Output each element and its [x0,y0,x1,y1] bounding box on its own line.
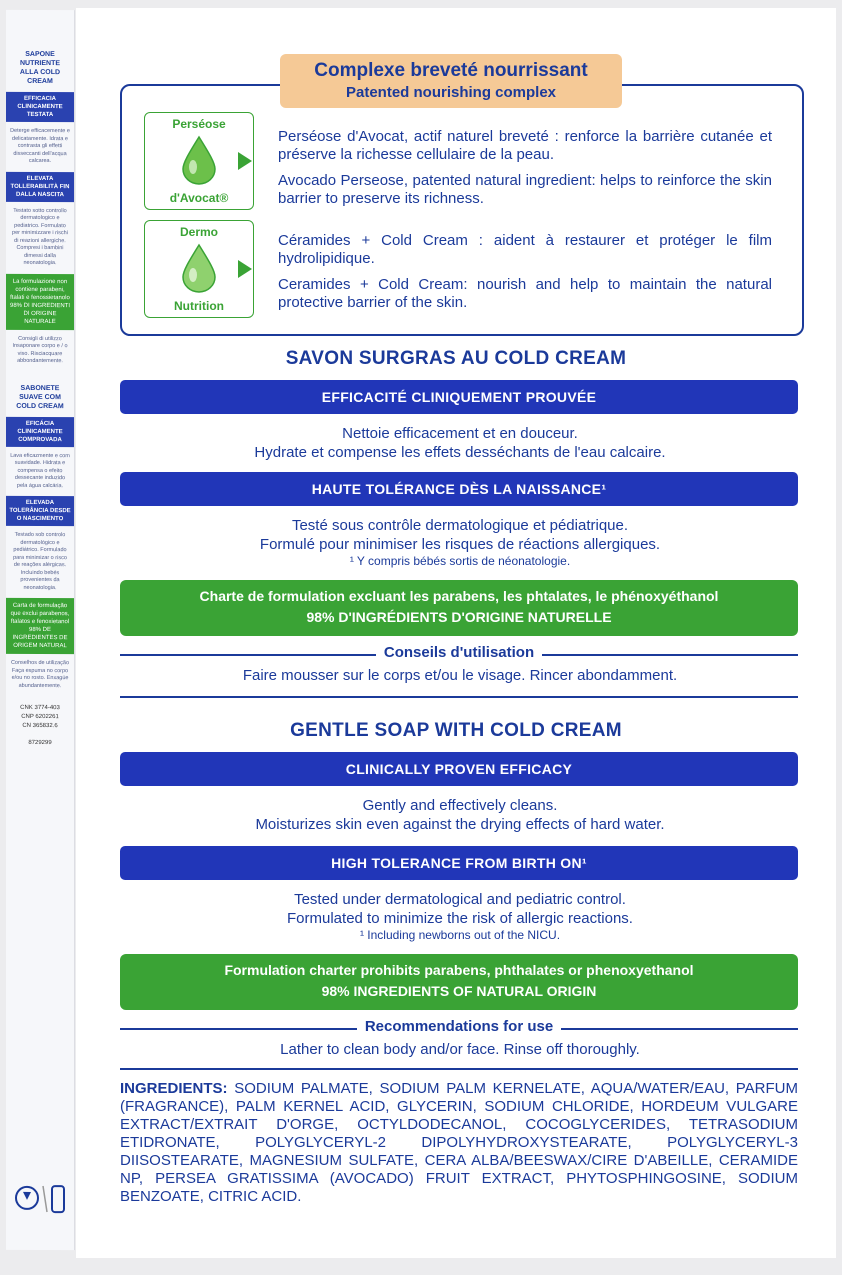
divider [120,696,798,698]
fr-bar-tolerance: HAUTE TOLÉRANCE DÈS LA NAISSANCE¹ [120,472,798,506]
dermo-logo-top: Dermo [179,225,218,239]
en-tips-text: Lather to clean body and/or face. Rinse off thoroughly. [280,1041,640,1058]
fr-text-efficacy-l2: Hydrate et compense les effets desséchants de l'eau calcaire. [254,444,666,461]
fr-text-tolerance-note: ¹ Y compris bébés sortis de néonatologie. [349,554,571,568]
fr-text-tolerance-l1: Testé sous contrôle dermatologique et pédiatrique. [291,517,629,534]
en-tips-title: Recommendations for use [357,1018,561,1035]
side-codes [10,704,70,748]
fr-green-l2: 98% D'INGRÉDIENTS D'ORIGINE NATURELLE [306,609,612,625]
en-text-efficacy-l1: Gently and effectively cleans. [362,797,558,814]
patent-label [280,54,622,108]
fr-bar-efficacy: EFFICACITÉ CLINIQUEMENT PROUVÉE [120,380,798,414]
side-code-2: CNP 6202261 [21,713,59,721]
fr-text-efficacy [76,424,842,462]
fr-tips-text: Faire mousser sur le corps et/ou le visage. Rincer abondamment. [242,667,678,684]
side-code-1: CNK 3774-403 [20,704,60,712]
fr-green-l1: Charte de formulation excluant les parabens, les phtalates, le phénoxyéthanol [199,588,719,604]
front-panel [76,8,836,1258]
perseose-logo-bottom: d'Avocat® [169,191,229,205]
ingredients-text: SODIUM PALMATE, SODIUM PALM KERNELATE, AQUA/WATER/EAU, PARFUM (FRAGRANCE), PALM KERNEL ACID, GLYCERIN, SODIUM CHLORIDE, HORDEUM VULGARE EXTRACT/EXTRAIT D'ORGE, OCTYLDODECANOL, COCOGLYCERIDES, TETRASODIUM ETIDRONATE, POLYGLYCERYL-2 DIPOLYHYDROXYSTEARATE, POLYGLYCERYL-3 DIISOSTEARATE, MAGNESIUM SULFATE, CERA ALBA/BEESWAX/CIRE D'ABEILLE, CERAMIDE NP, PERSEA GRATISSIMA (AVOCADO) FRUIT EXTRACT, PHYTOSPHINGOSINE, SODIUM BENZOATE, CITRIC ACID. [120,1080,798,1205]
side-green-2: Carta de formulação que exclui parabenos, ftalatos e fenoxietanol 98% DE INGREDIENTES DE ORIGEM NATURAL [6,598,74,654]
arrow-right-icon [238,152,252,170]
side-text-2: Testato sotto controllo dermatologico e pediatrico. Formulato per minimizzare i rischi di reazioni allergiche. Compresi i bambini dimessi dalla neonatologia. [12,207,68,267]
en-tips-header [120,1018,798,1040]
side-bar-2: ELEVATA TOLLERABILITÀ FIN DALLA NASCITA [6,171,74,201]
en-bar-tolerance: HIGH TOLERANCE FROM BIRTH ON¹ [120,846,798,880]
side-panel [6,10,75,1250]
en-text-tolerance-l2: Formulated to minimize the risk of allergic reactions. [287,910,633,927]
side-bar-1: EFFICACIA CLINICAMENTE TESTATA [6,92,74,122]
en-title: GENTLE SOAP WITH COLD CREAM [290,720,622,741]
fr-green-charter [120,580,798,636]
perseose-logo-top: Perséose [172,117,226,131]
en-text-efficacy-l2: Moisturizes skin even against the drying effects of hard water. [255,816,665,833]
en-text-tolerance-note: ¹ Including newborns out of the NICU. [359,928,561,942]
side-green-1: La formulazione non contiene parabeni, ftalati e fenossietanolo 98% DI INGREDIENTI DI ORIGINE NATURALE [6,273,74,329]
side-text-1: Deterge efficacemente e delicatamente. Idrata e contrasta gli effetti disseccanti dell'acqua calcarea. [10,127,70,165]
recycle-symbols-icon [14,1174,66,1220]
fr-title: SAVON SURGRAS AU COLD CREAM [285,348,627,369]
divider [120,1068,798,1070]
side-bar-4: ELEVADA TOLERÂNCIA DESDE O NASCIMENTO [6,496,74,526]
drop-icon [181,135,217,185]
side-text-3: Lava eficazmente e com suavidade. Hidrata e compensa o efeito dessecante induzido pela água calcária. [10,452,70,489]
en-green-charter [120,954,798,1010]
ingredients-list [120,1080,798,1206]
en-green-l2: 98% INGREDIENTS OF NATURAL ORIGIN [321,983,597,999]
patent-text-2-fr: Céramides + Cold Cream : aident à restaurer et protéger le film hydrolipidique. [278,232,772,267]
en-text-tolerance [76,890,842,943]
side-text-4: Testado sob controlo dermatológico e pediátrico. Formulado para minimizar o risco de reações alérgicas. Incluindo bebés provenientes da neonatologia. [13,531,67,591]
patent-text-1-fr: Perséose d'Avocat, actif naturel breveté : renforce la barrière cutanée et préserve la richesse cellulaire de la peau. [278,128,772,163]
fr-tips-title: Conseils d'utilisation [376,644,542,661]
side-code-3: CN 365832.6 [22,722,58,730]
en-green-l1: Formulation charter prohibits parabens, phthalates or phenoxyethanol [224,962,694,978]
patent-text-2-en: Ceramides + Cold Cream: nourish and help to maintain the natural protective barrier of the skin. [278,276,772,311]
side-bar-3: EFICÁCIA CLINICAMENTE COMPROVADA [6,416,74,446]
fr-text-efficacy-l1: Nettoie efficacement et en douceur. [342,425,578,442]
drop-icon [181,243,217,293]
side-batch: 8729299 [28,739,52,747]
en-text-tolerance-l1: Tested under dermatological and pediatric control. [294,891,626,908]
side-tips-2: Conselhos de utilização Faça espuma no corpo e/ou no rosto. Enxagúe abundantemente. [10,659,70,689]
arrow-right-icon [238,260,252,278]
side-title-it: SAPONE NUTRIENTE ALLA COLD CREAM [19,50,61,86]
ingredients-label: INGREDIENTS: [120,1080,228,1097]
side-title-pt: SABONETE SUAVE COM COLD CREAM [16,384,64,410]
fr-text-tolerance-l2: Formulé pour minimiser les risques de réactions allergiques. [259,536,661,553]
side-tips-1: Consigli di utilizzo Insaponare corpo e / o viso. Risciacquare abbondantemente. [12,335,68,365]
patent-text-1-en: Avocado Perseose, patented natural ingredient: helps to reinforce the skin barrier to preserve its richness. [278,172,772,207]
en-text-efficacy [76,796,842,834]
patent-label-fr: Complexe breveté nourrissant [314,60,588,81]
en-bar-efficacy: CLINICALLY PROVEN EFFICACY [120,752,798,786]
patent-label-en: Patented nourishing complex [345,84,557,101]
dermo-logo-bottom: Nutrition [174,299,224,313]
fr-text-tolerance [76,516,842,569]
fr-tips-header [120,644,798,666]
